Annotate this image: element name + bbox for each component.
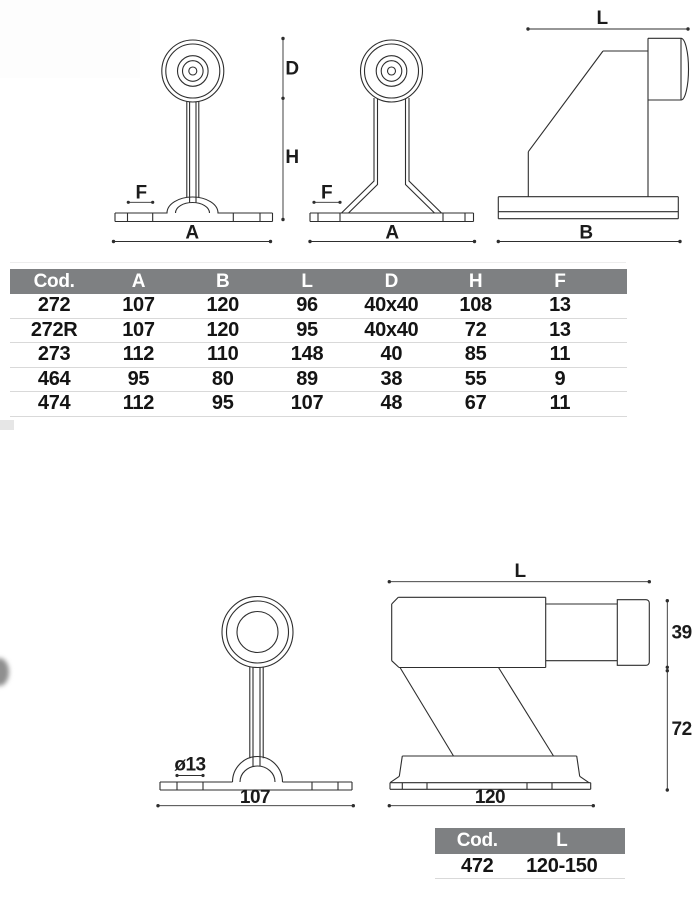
variant-table-header <box>435 828 625 854</box>
drawing-front-single-stem <box>112 37 299 244</box>
drawing-front-472 <box>156 597 355 809</box>
spec-cell: 464 <box>37 367 71 390</box>
spec-table-row <box>10 392 627 417</box>
spec-cell: 120 <box>206 318 239 341</box>
spec-cell: 273 <box>37 343 71 366</box>
dim-label-l: L <box>514 561 526 582</box>
spec-header-cell: B <box>216 270 230 292</box>
drawing-side-view-stop <box>497 8 690 244</box>
spec-cell: 95 <box>296 318 318 341</box>
spec-cell: 89 <box>296 367 318 390</box>
variant-cell: 472 <box>461 854 494 877</box>
variant-table <box>435 828 625 879</box>
spec-cell: 80 <box>211 367 234 390</box>
variant-cell: 120-150 <box>526 854 598 877</box>
spec-cell: 110 <box>207 343 239 366</box>
spec-table-header <box>10 269 627 294</box>
spec-cell: 148 <box>290 343 324 366</box>
spec-cell: 11 <box>549 343 571 366</box>
dim-label-base-width: 120 <box>474 787 506 808</box>
dim-label-upper-height: 39 <box>671 622 692 644</box>
spec-header-cell: F <box>554 270 566 292</box>
spec-cell: 40x40 <box>364 318 419 341</box>
spec-cell: 474 <box>37 392 71 415</box>
spec-cell: 96 <box>296 294 318 317</box>
spec-cell: 40 <box>380 343 403 366</box>
dim-label-base-width: 107 <box>239 787 271 808</box>
dim-label-d: D <box>285 58 299 80</box>
spec-cell: 120 <box>206 294 239 317</box>
spec-cell: 95 <box>127 367 150 390</box>
dim-label-f: F <box>320 182 333 204</box>
spec-table-row <box>10 368 627 393</box>
spec-table-row <box>10 343 627 368</box>
spec-cell: 40x40 <box>364 294 419 317</box>
drawing-front-forked-legs <box>308 40 476 244</box>
spec-header-cell: Cod. <box>33 270 75 292</box>
spec-cell: 272 <box>37 294 71 317</box>
spec-header-cell: D <box>384 270 399 292</box>
spec-table-row <box>10 294 627 319</box>
spec-cell: 107 <box>122 294 155 317</box>
spec-cell: 55 <box>464 367 487 390</box>
spec-table-row <box>10 319 627 344</box>
spec-cell: 67 <box>464 392 487 415</box>
spec-cell: 11 <box>549 392 571 415</box>
dim-label-b: B <box>579 222 593 244</box>
drawing-side-472 <box>388 561 692 808</box>
spec-header-cell: H <box>468 270 483 292</box>
variant-table-row <box>435 854 625 879</box>
dim-label-lower-height: 72 <box>671 719 692 740</box>
dim-label-h: H <box>285 147 299 168</box>
spec-header-cell: A <box>131 270 146 292</box>
spec-cell: 107 <box>290 392 324 415</box>
variant-header-cell: L <box>556 830 568 851</box>
spec-cell: 13 <box>549 294 571 317</box>
spec-cell: 13 <box>549 318 571 341</box>
spec-cell: 48 <box>380 392 403 415</box>
spec-cell: 107 <box>122 318 155 341</box>
dim-label-l: L <box>596 8 608 29</box>
dim-label-a: A <box>185 222 199 244</box>
spec-cell: 112 <box>122 343 155 366</box>
spec-cell: 38 <box>380 367 403 390</box>
dim-label-diameter: ø13 <box>174 754 206 776</box>
spec-cell: 108 <box>459 294 492 317</box>
variant-header-cell: Cod. <box>456 830 498 851</box>
dim-label-f: F <box>135 182 147 204</box>
spec-cell: 95 <box>211 392 234 415</box>
spec-cell: 72 <box>464 318 487 341</box>
spec-header-cell: L <box>301 270 313 292</box>
spec-cell: 112 <box>122 392 155 415</box>
spec-table <box>10 269 627 417</box>
spec-cell: 85 <box>464 343 487 366</box>
spec-cell: 272R <box>30 318 78 341</box>
dim-label-a: A <box>385 222 399 244</box>
spec-cell: 9 <box>554 367 566 390</box>
